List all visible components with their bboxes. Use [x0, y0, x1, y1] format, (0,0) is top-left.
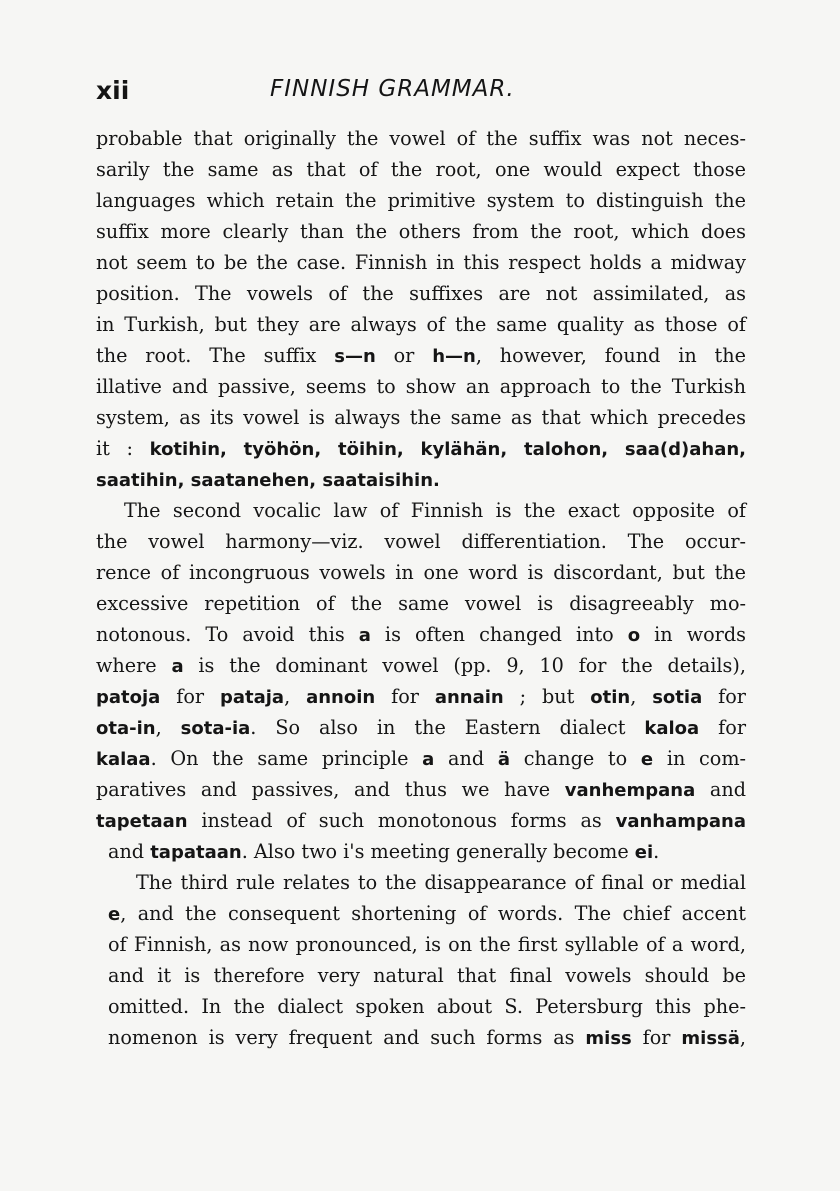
example-word: saatihin, saatanehen, saataisihin. [96, 470, 440, 491]
example-word: otin [590, 687, 631, 708]
example-word: e [108, 904, 121, 925]
text-line: The second vocalic law of Finnish is the exact opposite of [124, 499, 746, 522]
example-word: kalaa [96, 749, 151, 770]
text-line: the vowel harmony—viz. vowel differentiation. The occur- [96, 530, 746, 553]
text-line: patoja for pataja, annoin for annain ; but otin, sotia for [96, 685, 746, 708]
example-word: s—n [334, 346, 376, 367]
text-line: notonous. To avoid this a is often changed into o in words [96, 623, 746, 646]
text-line: where a is the dominant vowel (pp. 9, 10 for the details), [96, 654, 746, 677]
text-line: excessive repetition of the same vowel is disagreeably mo- [96, 592, 746, 615]
body-text [96, 123, 746, 1053]
text-line: of Finnish, as now pronounced, is on the first syllable of a word, [108, 933, 746, 956]
example-word: a [171, 656, 184, 677]
running-title: FINNISH GRAMMAR. [270, 76, 515, 102]
paragraph-1 [96, 123, 746, 495]
example-word: miss [585, 1028, 632, 1049]
text-line: omitted. In the dialect spoken about S. Petersburg this phe- [108, 995, 746, 1018]
page-number: xii [96, 76, 130, 105]
example-word: ei [634, 842, 654, 863]
example-word: o [627, 625, 641, 646]
text-line: nomenon is very frequent and such forms as miss for missä, [108, 1026, 746, 1049]
text-line: the root. The suffix s—n or h—n, however, found in the [96, 344, 746, 367]
example-word: a [422, 749, 435, 770]
example-word: sotia [652, 687, 703, 708]
example-word: tapataan [150, 842, 242, 863]
example-word: ota-in [96, 718, 156, 739]
text-line: kalaa. On the same principle a and ä change to e in com- [96, 747, 747, 770]
text-line: system, as its vowel is always the same as that which precedes [96, 406, 746, 429]
text-line: paratives and passives, and thus we have vanhempana and [96, 778, 746, 801]
text-line [96, 464, 746, 495]
example-word: patoja [96, 687, 161, 708]
text-line: sarily the same as that of the root, one would expect those [96, 158, 746, 181]
text-line: and it is therefore very natural that final vowels should be [108, 964, 746, 987]
example-word: annoin [306, 687, 376, 708]
text-line: illative and passive, seems to show an approach to the Turkish [96, 375, 746, 398]
example-word: sota-ia [180, 718, 251, 739]
example-word: e [640, 749, 654, 770]
example-word: kaloa [644, 718, 700, 739]
example-word: pataja [219, 687, 285, 708]
example-word: missä [681, 1028, 740, 1049]
text-line: e, and the consequent shortening of words. The chief accent [108, 902, 746, 925]
text-line: tapetaan instead of such monotonous forms as vanhampana [96, 809, 746, 832]
text-line: in Turkish, but they are always of the same quality as those of [96, 313, 746, 336]
example-word: a [358, 625, 371, 646]
text-line: probable that originally the vowel of the suffix was not neces- [96, 127, 746, 150]
example-word: vanhampana [615, 811, 746, 832]
example-word: kotihin, työhön, töihin, kylähän, talohon, saa(d)ahan, [149, 439, 746, 460]
text-line: rence of incongruous vowels in one word is discordant, but the [96, 561, 746, 584]
example-word: vanhempana [564, 780, 696, 801]
example-word: annain [434, 687, 504, 708]
text-line: suffix more clearly than the others from the root, which does [96, 220, 746, 243]
text-line: not seem to be the case. Finnish in this respect holds a midway [96, 251, 746, 274]
text-line: ota-in, sota-ia. So also in the Eastern dialect kaloa for [96, 716, 746, 739]
text-line: and tapataan. Also two i's meeting generally become ei. [108, 840, 660, 863]
example-word: tapetaan [96, 811, 188, 832]
text-line: languages which retain the primitive system to distinguish the [96, 189, 746, 212]
text-line: The third rule relates to the disappearance of final or medial [136, 871, 746, 894]
page-header [96, 76, 744, 110]
paragraph-3 [108, 867, 746, 1053]
paragraph-2 [96, 495, 746, 867]
text-line: it : kotihin, työhön, töihin, kylähän, talohon, saa(d)ahan, [96, 437, 746, 460]
text-line: position. The vowels of the suffixes are not assimilated, as [96, 282, 746, 305]
example-word: ä [497, 749, 510, 770]
example-word: h—n [432, 346, 476, 367]
